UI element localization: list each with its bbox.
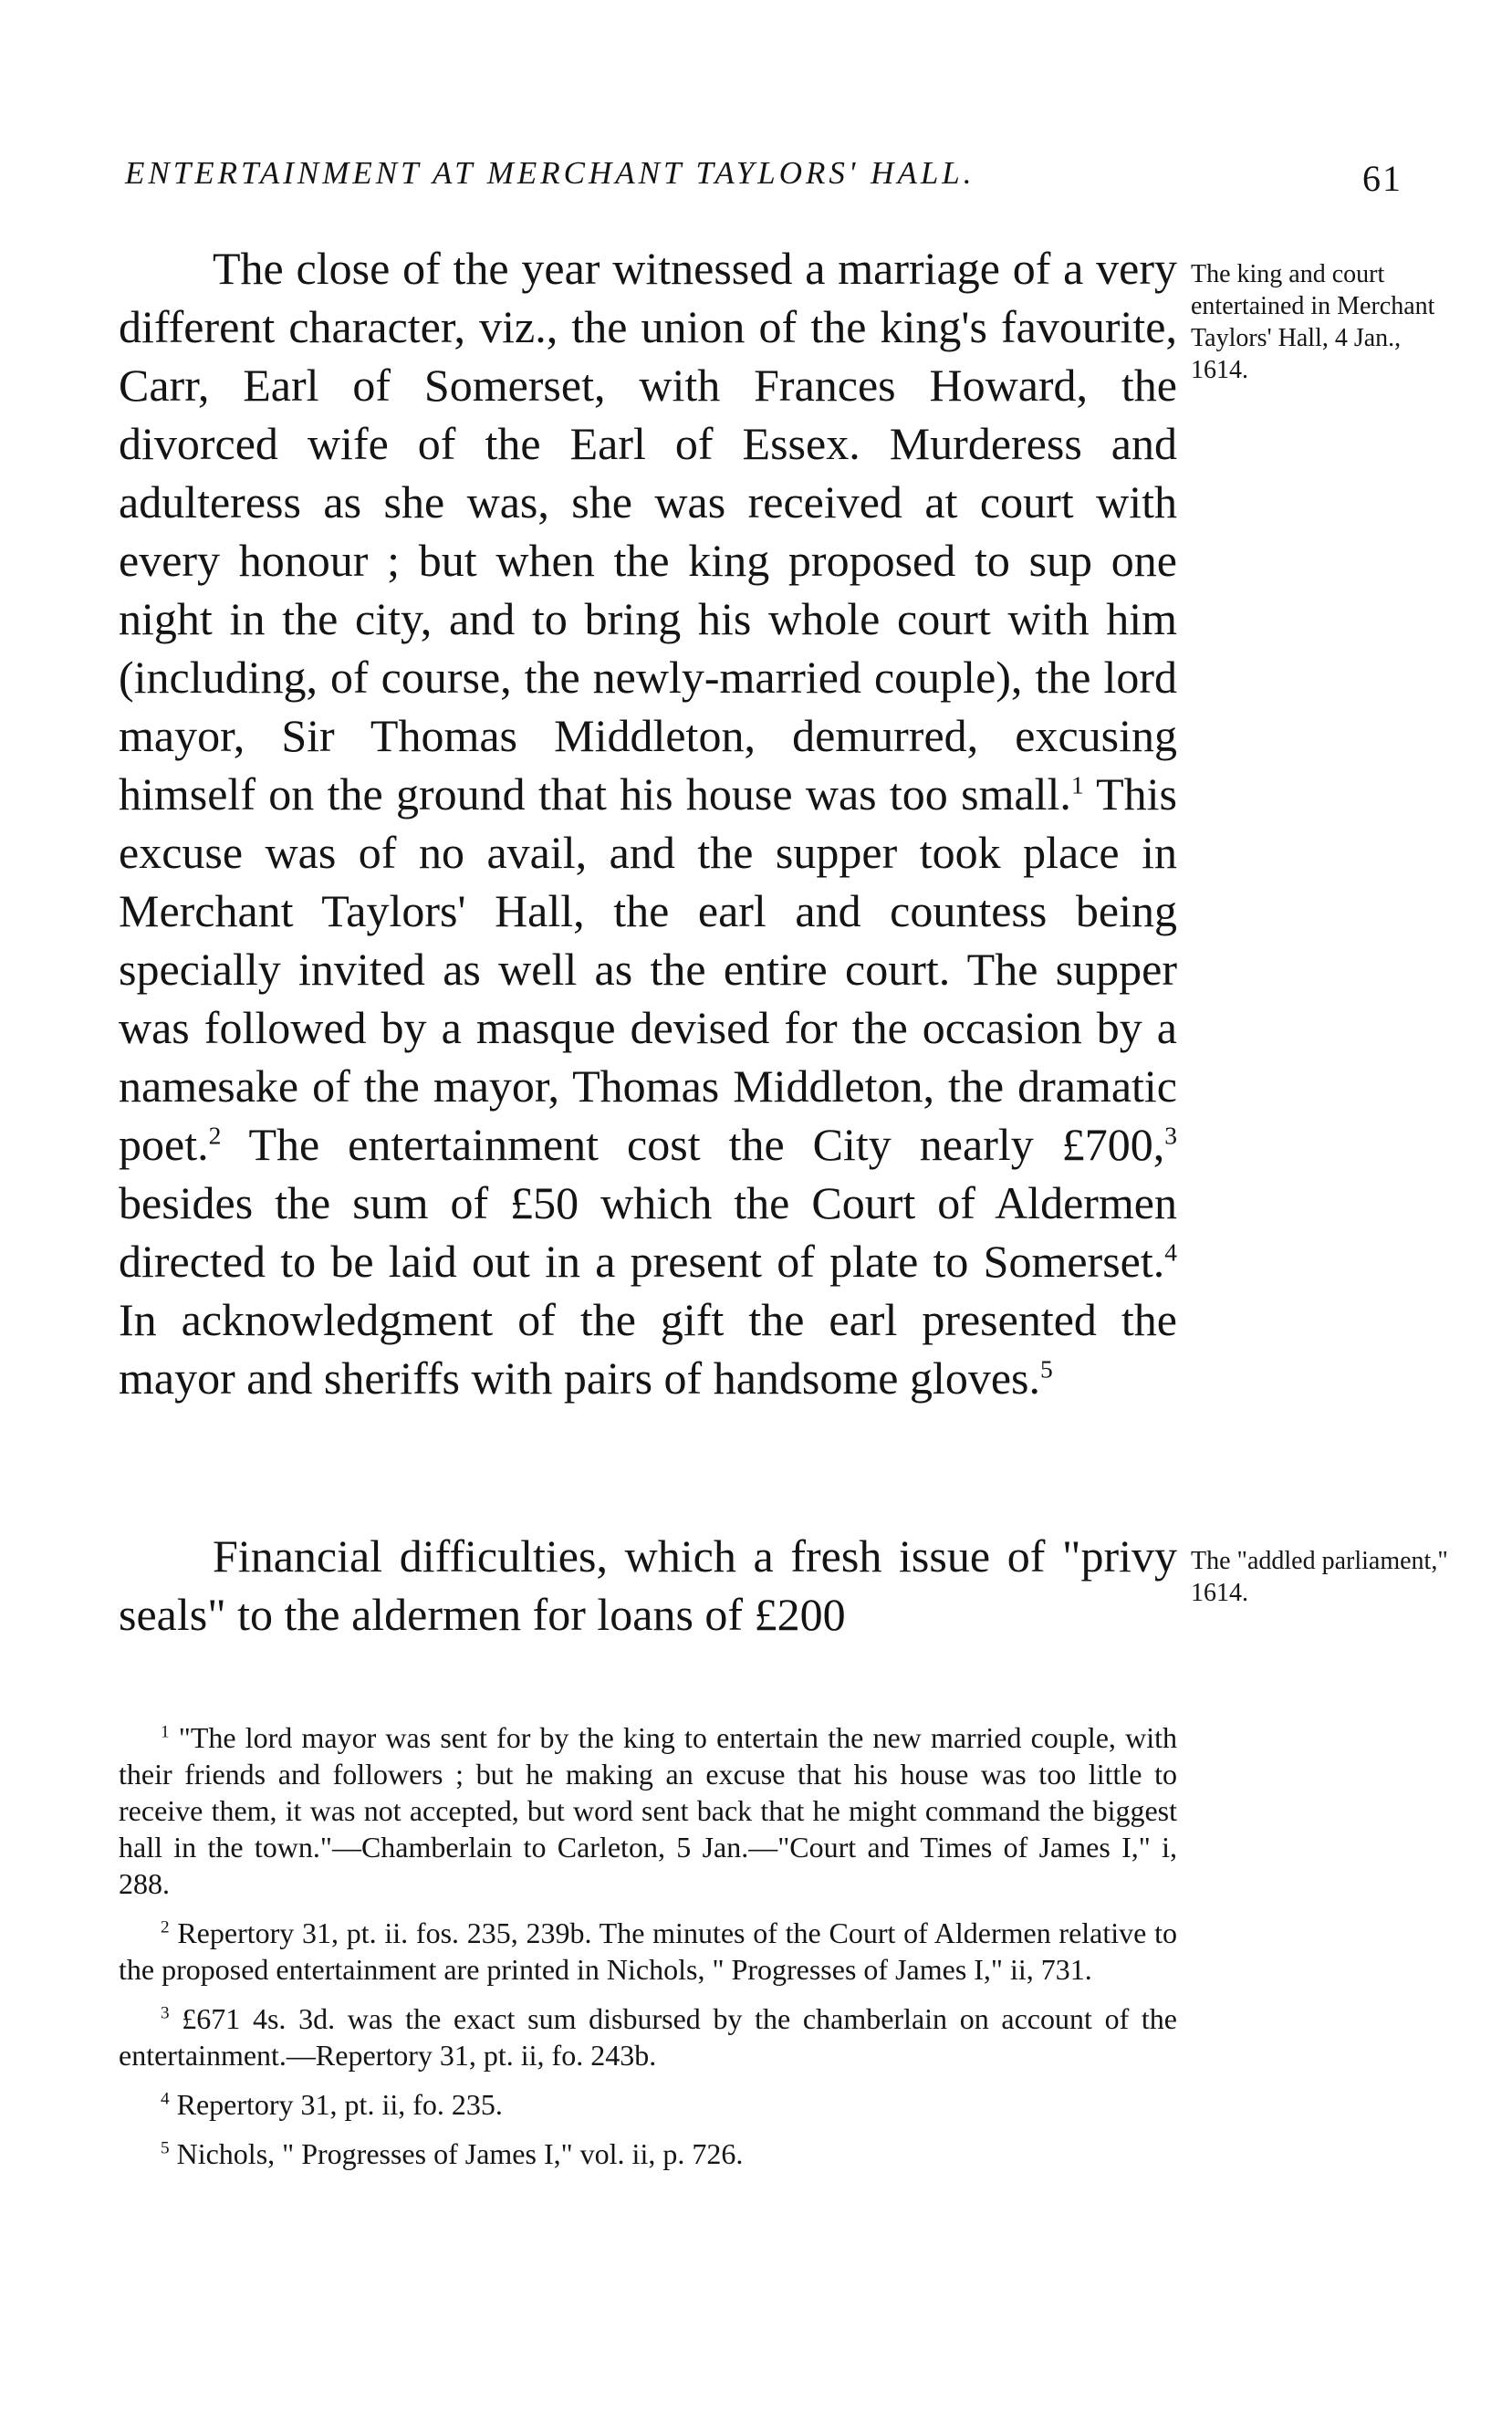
footnote-ref: 3 <box>1164 1121 1177 1150</box>
footnote-ref: 1 <box>1070 770 1084 799</box>
footnote <box>119 2086 1177 2123</box>
footnote <box>119 2135 1177 2172</box>
footnote <box>119 1719 1177 1902</box>
footnote-text: Nichols, " Progresses of James I," vol. ii, p. 726. <box>169 2137 744 2170</box>
footnote-ref: 2 <box>208 1121 222 1150</box>
running-title: ENTERTAINMENT AT MERCHANT TAYLORS' HALL. <box>125 155 975 191</box>
footnote-ref: 4 <box>1164 1237 1177 1267</box>
margin-note: The king and court entertained in Merchant Taylors' Hall, 4 Jan., 1614. <box>1191 260 1435 384</box>
footnote-text: "The lord mayor was sent for by the king to entertain the new married couple, with their friends and followers ; but he making an excuse that his house was too little to receive them, it was not accepted, but word sent back that he might command the biggest hall in the town."—Chamberlain to Carleton, 5 Jan.—"Court and Times of James I," i, 288. <box>119 1721 1177 1900</box>
footnote-text: Repertory 31, pt. ii. fos. 235, 239b. The minutes of the Court of Aldermen relative to the proposed entertainment are printed in Nichols, " Progresses of James I," ii, 731. <box>119 1916 1177 1986</box>
footnote-text: Repertory 31, pt. ii, fo. 235. <box>169 2088 503 2121</box>
footnote-ref: 5 <box>1040 1354 1053 1384</box>
footnote-mark: 4 <box>161 2089 170 2109</box>
paragraph-text: In acknowledgment of the gift the earl presented the mayor and sheriffs with pairs of handsome gloves. <box>119 1294 1177 1404</box>
body-paragraph: Financial difficulties, which a fresh issue of "privy seals" to the aldermen for loans of £200 <box>119 1530 1177 1640</box>
footnote-text: £671 4s. 3d. was the exact sum disbursed by the chamberlain on account of the entertainment.—Repertory 31, pt. ii, fo. 243b. <box>119 2002 1177 2072</box>
footnote-mark: 2 <box>161 1917 170 1937</box>
body-paragraph <box>119 239 1177 1407</box>
footnotes <box>119 1719 1177 2185</box>
paragraph-text: The entertainment cost the City nearly £700, <box>221 1119 1165 1170</box>
paragraph-text: The close of the year witnessed a marriage of a very different character, viz., the union of the king's favourite, Carr, Earl of Somerset, with Frances Howard, the divorced wife of the Earl of Essex. Murderess and adulteress as she was, she was received at court with every honour ; but when the king proposed to sup one night in the city, and to bring his whole court with him (including, of course, the newly-married couple), the lord mayor, Sir Thomas Middleton, demurred, excusing himself on the ground that his house was too small. <box>119 243 1177 820</box>
footnote <box>119 2000 1177 2073</box>
footnote-mark: 5 <box>161 2138 170 2158</box>
margin-note: The "addled parliament," 1614. <box>1191 1547 1448 1607</box>
page-number: 61 <box>1362 158 1403 199</box>
paragraph-text: This excuse was of no avail, and the supper took place in Merchant Taylors' Hall, the earl and countess being specially invited as well as the entire court. The supper was followed by a masque devised for the occasion by a namesake of the mayor, Thomas Middleton, the dramatic poet. <box>119 768 1177 1170</box>
footnote <box>119 1915 1177 1988</box>
footnote-mark: 3 <box>161 2003 170 2023</box>
paragraph-text: besides the sum of £50 which the Court of Aldermen directed to be laid out in a present of plate to Somerset. <box>119 1177 1177 1287</box>
footnote-mark: 1 <box>161 1722 170 1742</box>
